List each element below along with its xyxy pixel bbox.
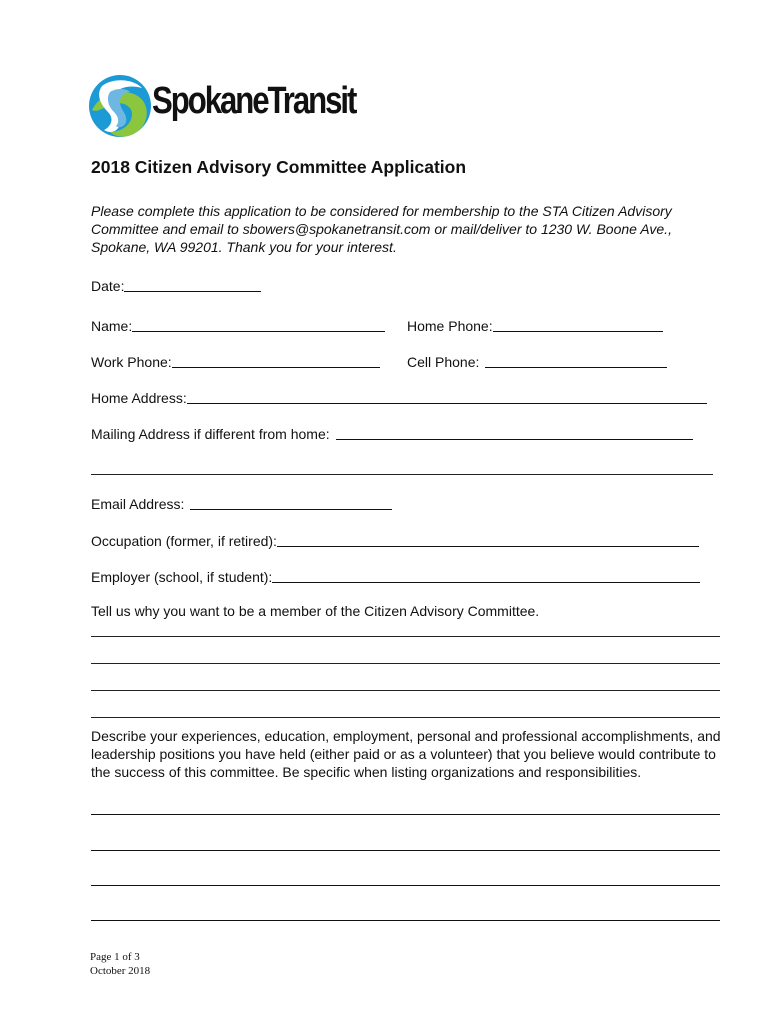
occupation-row [91, 532, 699, 549]
occupation-field[interactable] [277, 532, 699, 547]
cell-phone-row [407, 353, 667, 370]
describe-answer-line[interactable] [91, 814, 720, 815]
date-label: Date: [91, 278, 125, 294]
mailing-address-label: Mailing Address if different from home: [91, 426, 330, 442]
home-phone-label: Home Phone: [407, 318, 493, 334]
why-answer-line[interactable] [91, 690, 720, 691]
mailing-address-row [91, 425, 693, 442]
employer-label: Employer (school, if student): [91, 569, 273, 585]
describe-answer-line[interactable] [91, 885, 720, 886]
why-prompt: Tell us why you want to be a member of the Citizen Advisory Committee. [91, 603, 540, 619]
name-field[interactable] [132, 317, 385, 332]
home-address-row [91, 389, 707, 406]
email-label: Email Address: [91, 496, 185, 512]
why-answer-line[interactable] [91, 717, 720, 718]
mailing-address-line-2[interactable] [91, 474, 713, 475]
home-phone-row [407, 317, 663, 334]
work-phone-field[interactable] [172, 353, 380, 368]
logo-wordmark: SpokaneTransit [152, 80, 356, 122]
occupation-label: Occupation (former, if retired): [91, 533, 277, 549]
name-row [91, 317, 385, 334]
cell-phone-label: Cell Phone: [407, 354, 480, 370]
cell-phone-field[interactable] [485, 353, 667, 368]
work-phone-row [91, 353, 380, 370]
work-phone-label: Work Phone: [91, 354, 172, 370]
email-field[interactable] [190, 495, 392, 510]
email-row [91, 495, 392, 512]
transit-swirl-icon [88, 72, 154, 140]
why-answer-line[interactable] [91, 636, 720, 637]
why-answer-line[interactable] [91, 663, 720, 664]
intro-text: Please complete this application to be considered for membership to the STA Citizen Advisory Committee and email to sbowers@spokanetransit.com or mail/deliver to 1230 W. Boone Ave., Spokane, WA 99201. Thank you for your interest. [91, 203, 672, 255]
name-label: Name: [91, 318, 133, 334]
spokane-transit-logo [88, 72, 356, 140]
page-title: 2018 Citizen Advisory Committee Application [91, 157, 467, 177]
date-field[interactable] [124, 277, 261, 292]
describe-answer-line[interactable] [91, 850, 720, 851]
describe-answer-line[interactable] [91, 920, 720, 921]
home-address-field[interactable] [187, 389, 707, 404]
employer-field[interactable] [272, 568, 700, 583]
date-row [91, 277, 261, 294]
employer-row [91, 568, 700, 585]
home-phone-field[interactable] [493, 317, 663, 332]
home-address-label: Home Address: [91, 390, 187, 406]
page-number: Page 1 of 3 [90, 951, 140, 963]
footer-date: October 2018 [90, 965, 151, 977]
describe-prompt: Describe your experiences, education, employment, personal and professional accomplishments, and leadership positions you have held (either paid or as a volunteer) that you believe would contribute to the success of this committee. Be specific when listing organizations and responsibilities. [91, 728, 721, 780]
mailing-address-field[interactable] [336, 425, 693, 440]
